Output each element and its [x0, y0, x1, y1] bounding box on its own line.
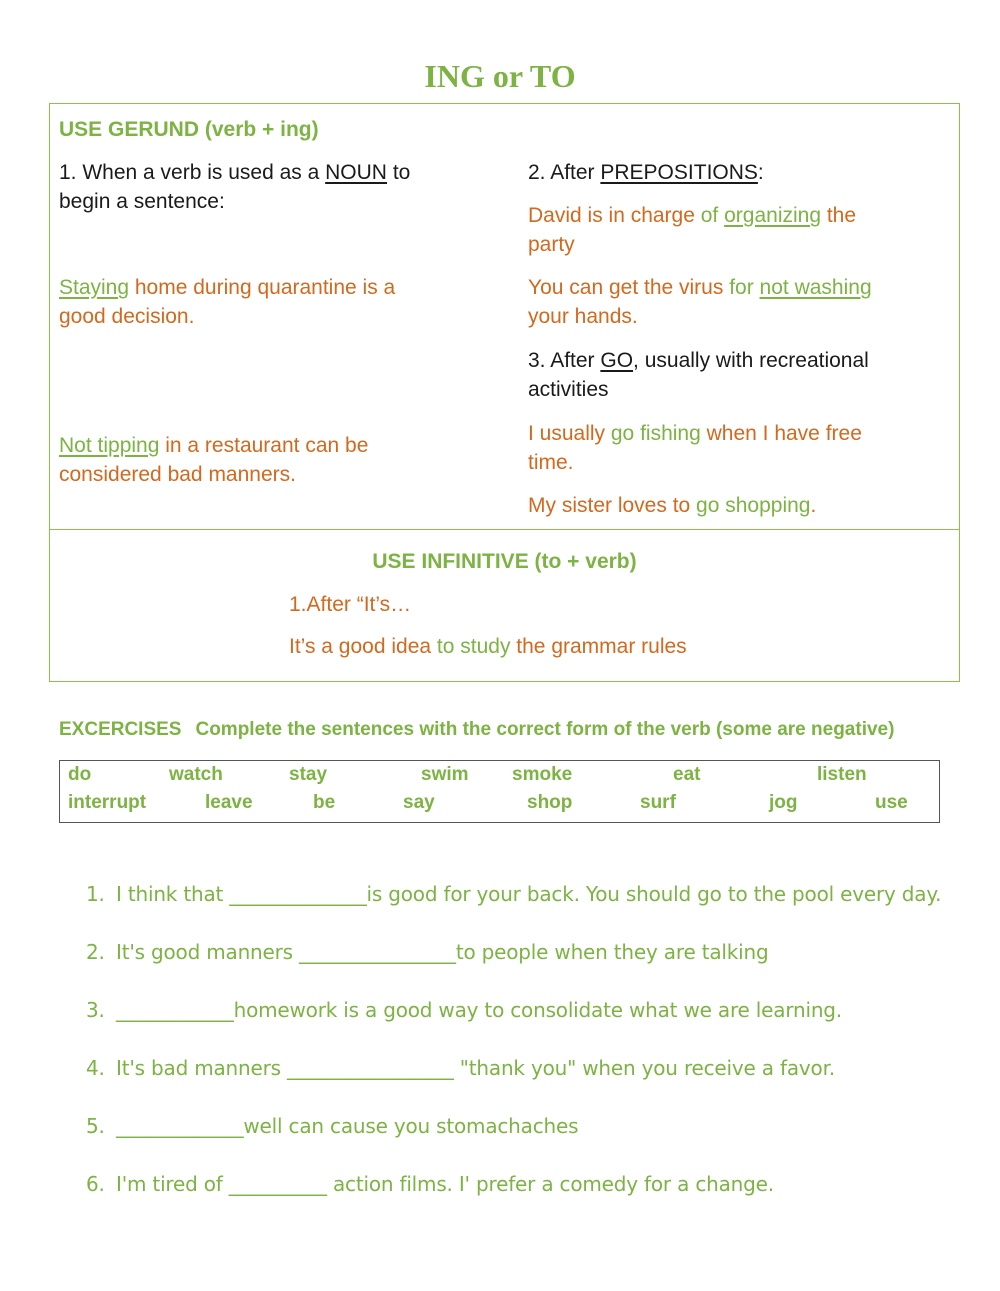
exercise-item: 3. ____________homework is a good way to consolidate what we are learning.	[86, 998, 842, 1022]
gerund-rule-1: 1. When a verb is used as a NOUN to begin a sentence:	[59, 161, 411, 213]
exercises-label: EXCERCISES	[59, 719, 182, 740]
gerund-example-6: My sister loves to go shopping.	[528, 494, 817, 517]
gerund-example-2: Not tipping in a restaurant can be considered bad manners.	[59, 434, 369, 486]
word-bank-item: jog	[769, 792, 798, 813]
word-bank-item: surf	[640, 792, 676, 813]
gerund-rule-3: 3. After GO, usually with recreational activities	[528, 349, 869, 401]
gerund-example-1: Staying home during quarantine is a good decision.	[59, 276, 396, 328]
gerund-example-3: David is in charge of organizing the party	[528, 204, 857, 256]
word-bank-item: interrupt	[68, 792, 147, 813]
exercise-item: 4. It's bad manners _________________ "thank you" when you receive a favor.	[86, 1056, 835, 1080]
word-bank-item: smoke	[512, 764, 573, 785]
word-bank-item: use	[875, 792, 908, 813]
word-bank-item: watch	[169, 764, 223, 785]
exercise-item: 2. It's good manners ________________to people when they are talking	[86, 940, 769, 964]
exercise-item: 5. _____________well can cause you stomachaches	[86, 1114, 579, 1138]
infinitive-example: It’s a good idea to study the grammar rules	[289, 635, 687, 658]
infinitive-rule-1: 1.After “It’s…	[289, 593, 412, 616]
exercise-item: 6. I'm tired of __________ action films. I' prefer a comedy for a change.	[86, 1172, 774, 1196]
exercises-heading	[59, 719, 894, 741]
gerund-rule-2: 2. After PREPOSITIONS:	[528, 161, 764, 184]
exercises-instruction: Complete the sentences with the correct form of the verb (some are negative)	[195, 719, 895, 740]
infinitive-heading: USE INFINITIVE (to + verb)	[372, 550, 637, 573]
gerund-example-4: You can get the virus for not washing your hands.	[528, 276, 872, 328]
gerund-heading: USE GERUND (verb + ing)	[59, 118, 319, 141]
word-bank	[59, 760, 940, 823]
exercise-item: 1. I think that ______________is good for your back. You should go to the pool every day.	[86, 882, 942, 906]
page-title: ING or TO	[424, 58, 576, 94]
word-bank-item: stay	[289, 764, 328, 785]
word-bank-item: leave	[205, 792, 253, 813]
infinitive-section	[49, 529, 960, 682]
gerund-section	[49, 103, 960, 529]
word-bank-item: shop	[527, 792, 573, 813]
word-bank-item: be	[313, 792, 336, 813]
word-bank-item: swim	[421, 764, 469, 785]
word-bank-item: listen	[817, 764, 867, 785]
word-bank-item: eat	[673, 764, 701, 785]
word-bank-item: say	[403, 792, 435, 813]
gerund-example-5: I usually go fishing when I have free time.	[528, 422, 862, 474]
word-bank-item: do	[68, 764, 92, 785]
